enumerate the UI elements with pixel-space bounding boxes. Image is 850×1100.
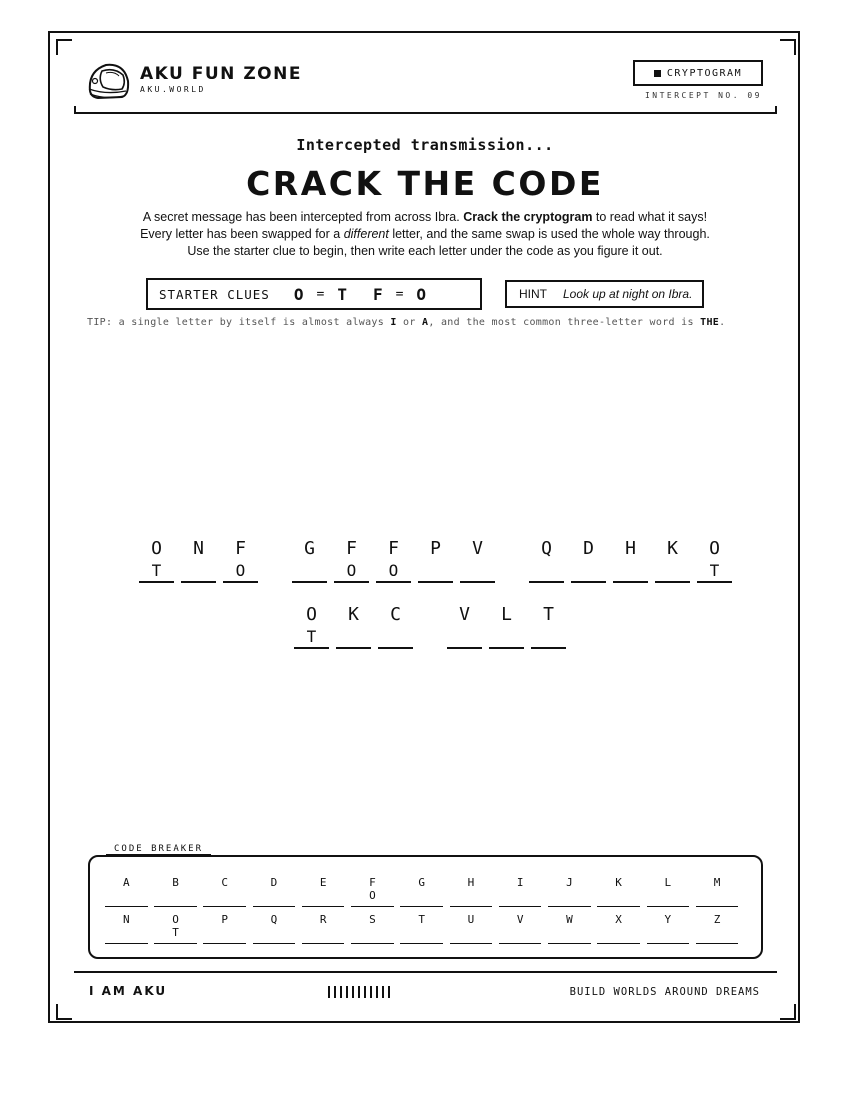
- hint-label: HINT: [519, 287, 547, 301]
- header-divider: [74, 106, 777, 114]
- key-cipher-letter: D: [270, 876, 278, 889]
- cipher-cell: [655, 537, 690, 583]
- key-cipher-letter: S: [369, 913, 376, 926]
- code-breaker-key: [253, 909, 296, 946]
- key-cipher-letter: F: [369, 876, 376, 889]
- cipher-cell: [336, 603, 371, 649]
- code-breaker-key: [400, 909, 443, 946]
- key-cipher-letter: Y: [664, 913, 672, 926]
- cipher-letter: O: [306, 604, 317, 625]
- code-breaker-key: [302, 872, 345, 909]
- cipher-letter: P: [430, 538, 441, 559]
- cipher-cell: [294, 603, 329, 649]
- footer-tagline-right: BUILD WORLDS AROUND DREAMS: [569, 986, 760, 998]
- key-cipher-letter: E: [319, 876, 327, 889]
- key-cipher-letter: W: [566, 913, 573, 926]
- answer-blank[interactable]: T: [294, 627, 329, 649]
- starter-clue: O = T: [293, 284, 347, 304]
- astronaut-helmet-icon: [86, 61, 130, 101]
- answer-blank[interactable]: [447, 627, 482, 649]
- key-cipher-letter: V: [516, 913, 524, 926]
- answer-blank[interactable]: [613, 561, 648, 583]
- barcode-bar: [334, 986, 336, 998]
- key-cipher-letter: P: [221, 913, 229, 926]
- cipher-cell: [613, 537, 648, 583]
- code-breaker-key: [253, 872, 296, 909]
- cipher-letter: Q: [541, 538, 552, 559]
- cipher-cell: [531, 603, 566, 649]
- key-cipher-letter: Z: [713, 913, 721, 926]
- cipher-cell: [139, 537, 174, 583]
- key-answer-line: [400, 906, 443, 907]
- barcode-bar: [358, 986, 360, 998]
- answer-blank[interactable]: [292, 561, 327, 583]
- key-answer-line: [105, 906, 148, 907]
- cipher-line-2: [294, 603, 573, 649]
- cipher-letter: O: [709, 538, 720, 559]
- cipher-letter: L: [501, 604, 512, 625]
- footer-tagline-left: I AM AKU: [89, 984, 168, 998]
- answer-blank[interactable]: [336, 627, 371, 649]
- hint-text: Look up at night on Ibra.: [563, 287, 693, 301]
- hint-box: [505, 280, 704, 308]
- key-answer-line: [597, 943, 640, 944]
- square-bullet-icon: [654, 70, 661, 77]
- key-answer-line: [203, 943, 246, 944]
- key-cipher-letter: T: [418, 913, 425, 926]
- key-answer-line: [351, 943, 394, 944]
- badge-label: CRYPTOGRAM: [666, 67, 743, 79]
- cipher-cell: [378, 603, 413, 649]
- key-answer-line: [302, 943, 345, 944]
- code-breaker-key: [647, 872, 690, 909]
- key-cipher-letter: Q: [270, 913, 278, 926]
- code-breaker-key: [548, 909, 591, 946]
- barcode-bar: [364, 986, 366, 998]
- starter-clues-label: STARTER CLUES: [159, 286, 270, 302]
- key-cipher-letter: H: [467, 876, 475, 889]
- key-cipher-letter: X: [615, 913, 622, 926]
- barcode-bar: [328, 986, 330, 998]
- barcode-bar: [352, 986, 354, 998]
- word-gap: [502, 537, 522, 583]
- code-breaker-key: [548, 872, 591, 909]
- key-cipher-letter: A: [122, 876, 130, 889]
- cipher-cell: [447, 603, 482, 649]
- key-cipher-letter: U: [467, 913, 475, 926]
- answer-blank[interactable]: T: [139, 561, 174, 583]
- cipher-cell: [223, 537, 258, 583]
- code-breaker-key: [696, 909, 739, 946]
- key-answer-line: [400, 943, 443, 944]
- cipher-cell: [334, 537, 369, 583]
- footer-divider: [74, 971, 777, 973]
- cipher-cell: [571, 537, 606, 583]
- brand-name: AKU FUN ZONE: [140, 64, 302, 84]
- key-answer-line: [647, 943, 690, 944]
- key-answer-line: [154, 906, 197, 907]
- key-answer-line: [647, 906, 690, 907]
- cipher-letter: K: [667, 538, 678, 559]
- cipher-letter: N: [193, 538, 204, 559]
- cipher-letter: H: [625, 538, 636, 559]
- key-answer-line: [302, 906, 345, 907]
- key-answer-line: [548, 943, 591, 944]
- key-cipher-letter: I: [516, 876, 524, 889]
- word-gap: [420, 603, 440, 649]
- barcode-bar: [376, 986, 378, 998]
- key-answer-line: [351, 906, 394, 907]
- code-breaker-key: [647, 909, 690, 946]
- code-breaker-row: [105, 909, 745, 946]
- code-breaker-key: [400, 872, 443, 909]
- barcode-bar: [340, 986, 342, 998]
- cipher-letter: O: [151, 538, 162, 559]
- code-breaker-label: CODE BREAKER: [106, 844, 211, 855]
- answer-blank[interactable]: [571, 561, 606, 583]
- key-answer-line: [154, 943, 197, 944]
- intro-paragraph: A secret message has been intercepted from across Ibra. Crack the cryptogram to read what it says! Every letter has been swapped for a different letter, and the same swap is used the whole way through. Use the starter clue to begin, then write each letter under the code as you figure it out.: [140, 210, 710, 258]
- cipher-cell: [292, 537, 327, 583]
- cipher-letter: F: [388, 538, 399, 559]
- key-cipher-letter: M: [713, 876, 721, 889]
- cipher-cell: [489, 603, 524, 649]
- key-cipher-letter: N: [122, 913, 130, 926]
- cipher-cell: [181, 537, 216, 583]
- answer-blank[interactable]: T: [697, 561, 732, 583]
- key-answer-line: [253, 943, 296, 944]
- answer-blank[interactable]: O: [334, 561, 369, 583]
- cipher-letter: V: [459, 604, 470, 625]
- code-breaker-row: [105, 872, 745, 909]
- code-breaker-key: [450, 909, 493, 946]
- cipher-letter: K: [348, 604, 359, 625]
- cipher-cell: [418, 537, 453, 583]
- answer-blank[interactable]: O: [376, 561, 411, 583]
- key-answer-line: [499, 906, 542, 907]
- answer-blank[interactable]: [529, 561, 564, 583]
- corner-mark-bottom-left: [56, 1004, 72, 1020]
- intercept-number: INTERCEPT NO. 09: [644, 91, 762, 100]
- code-breaker-key: [696, 872, 739, 909]
- key-cipher-letter: L: [664, 876, 672, 889]
- key-cipher-letter: G: [418, 876, 425, 889]
- key-answer-line: [597, 906, 640, 907]
- code-breaker-grid: [105, 872, 745, 946]
- corner-mark-top-right: [780, 39, 796, 55]
- cipher-line-1: [139, 537, 739, 583]
- key-answer-line: [499, 943, 542, 944]
- code-breaker-key: [597, 872, 640, 909]
- starter-clues-box: [146, 278, 482, 310]
- kicker-text: Intercepted transmission...: [296, 136, 554, 154]
- key-answer-field[interactable]: T: [172, 926, 179, 939]
- code-breaker-key: [154, 872, 197, 909]
- answer-blank[interactable]: [378, 627, 413, 649]
- cipher-letter: D: [583, 538, 594, 559]
- barcode-bar: [346, 986, 348, 998]
- code-breaker-key: [154, 909, 197, 946]
- answer-blank[interactable]: [460, 561, 495, 583]
- answer-blank[interactable]: [655, 561, 690, 583]
- cipher-cell: [529, 537, 564, 583]
- word-gap: [265, 537, 285, 583]
- code-breaker-key: [105, 872, 148, 909]
- code-breaker-key: [105, 909, 148, 946]
- code-breaker-key: [302, 909, 345, 946]
- cipher-letter: F: [235, 538, 246, 559]
- cipher-cell: [460, 537, 495, 583]
- key-cipher-letter: C: [221, 876, 229, 889]
- barcode-bar: [370, 986, 372, 998]
- code-breaker-key: [450, 872, 493, 909]
- page-title: CRACK THE CODE: [246, 164, 604, 203]
- key-cipher-letter: B: [172, 876, 179, 889]
- answer-blank[interactable]: O: [223, 561, 258, 583]
- code-breaker-key: [499, 872, 542, 909]
- brand-url: AKU.WORLD: [140, 85, 206, 94]
- key-cipher-letter: O: [172, 913, 179, 926]
- barcode-bar: [388, 986, 390, 998]
- key-answer-field[interactable]: O: [369, 889, 376, 902]
- key-cipher-letter: K: [615, 876, 622, 889]
- answer-blank[interactable]: [418, 561, 453, 583]
- code-breaker-key: [597, 909, 640, 946]
- corner-mark-bottom-right: [780, 1004, 796, 1020]
- key-cipher-letter: R: [319, 913, 327, 926]
- cipher-cell: [697, 537, 732, 583]
- cryptogram-badge: [633, 60, 763, 86]
- cipher-letter: T: [543, 604, 554, 625]
- code-breaker-key: [499, 909, 542, 946]
- corner-mark-top-left: [56, 39, 72, 55]
- key-answer-line: [105, 943, 148, 944]
- cipher-letter: V: [472, 538, 483, 559]
- code-breaker-key: [351, 909, 394, 946]
- key-answer-line: [450, 906, 493, 907]
- barcode-bar: [382, 986, 384, 998]
- cipher-letter: C: [390, 604, 401, 625]
- tip-text: TIP: a single letter by itself is almost always I or A, and the most common three-letter word is THE.: [87, 317, 726, 328]
- key-answer-line: [548, 906, 591, 907]
- key-answer-line: [696, 943, 739, 944]
- code-breaker-key: [203, 872, 246, 909]
- answer-blank[interactable]: [531, 627, 566, 649]
- key-answer-line: [253, 906, 296, 907]
- barcode-icon: [328, 986, 390, 998]
- cipher-letter: G: [304, 538, 315, 559]
- answer-blank[interactable]: [489, 627, 524, 649]
- code-breaker-key: [203, 909, 246, 946]
- cipher-letter: F: [346, 538, 357, 559]
- key-answer-line: [203, 906, 246, 907]
- key-answer-line: [696, 906, 739, 907]
- cipher-cell: [376, 537, 411, 583]
- key-cipher-letter: J: [566, 876, 573, 889]
- starter-clue: F = O: [372, 284, 427, 304]
- code-breaker-key: [351, 872, 394, 909]
- key-answer-line: [450, 943, 493, 944]
- answer-blank[interactable]: [181, 561, 216, 583]
